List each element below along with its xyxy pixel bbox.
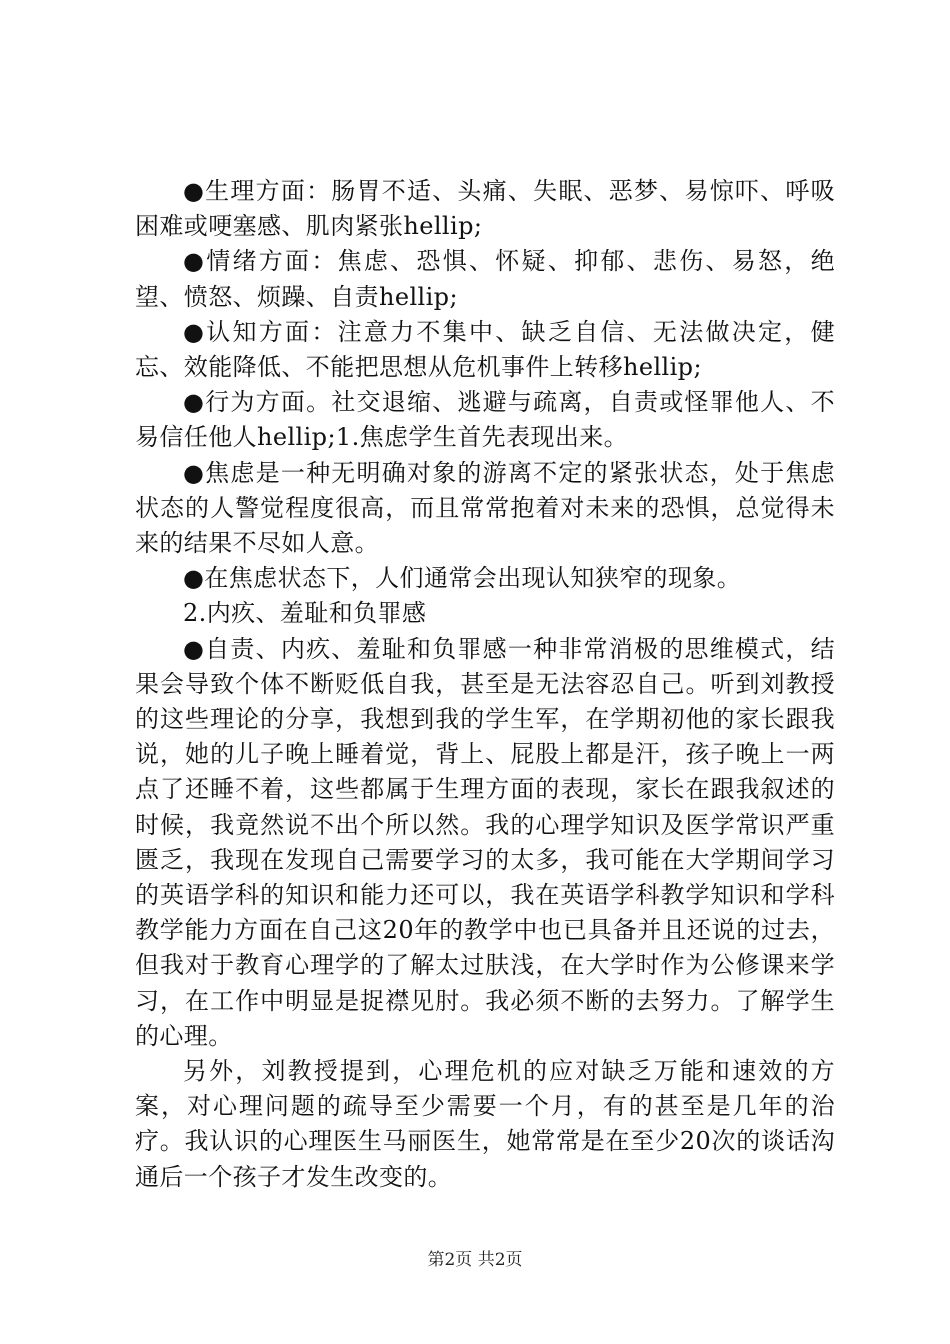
document-body bbox=[135, 174, 835, 1195]
paragraph-anxiety-cognition: ●在焦虑状态下，人们通常会出现认知狭窄的现象。 bbox=[183, 564, 742, 593]
section-heading-guilt: 2.内疚、羞耻和负罪感 bbox=[183, 599, 427, 628]
paragraph-anxiety-definition: ●焦虑是一种无明确对象的游离不定的紧张状态，处于焦虑状态的人警觉程度很高，而且常常抱着对未来的恐惧，总觉得未来的结果不尽如人意。 bbox=[135, 458, 835, 558]
paragraph-guilt-reflection: ●自责、内疚、羞耻和负罪感一种非常消极的思维模式，结果会导致个体不断贬低自我，甚至是无法容忍自己。听到刘教授的这些理论的分享，我想到我的学生军，在学期初他的家长跟我说，她的儿子晚上睡着觉，背上、屁股上都是汗，孩子晚上一两点了还睡不着，这些都属于生理方面的表现，家长在跟我叙述的时候，我竟然说不出个所以然。我的心理学知识及医学常识严重匮乏，我现在发现自己需要学习的太多，我可能在大学期间学习的英语学科的知识和能力还可以，我在英语学科教学知识和学科教学能力方面在自己这20年的教学中也已具备并且还说的过去，但我对于教育心理学的了解太过肤浅，在大学时作为公修课来学习，在工作中明显是捉襟见肘。我必须不断的去努力。了解学生的心理。 bbox=[135, 634, 835, 1050]
page-number-footer: 第2页 共2页 bbox=[427, 1250, 523, 1270]
paragraph-behavioral: ●行为方面。社交退缩、逃避与疏离，自责或怪罪他人、不易信任他人hellip;1.焦虑学生首先表现出来。 bbox=[135, 388, 835, 452]
paragraph-cognitive: ●认知方面：注意力不集中、缺乏自信、无法做决定，健忘、效能降低、不能把思想从危机事件上转移hellip; bbox=[135, 317, 835, 382]
paragraph-closing: 另外，刘教授提到，心理危机的应对缺乏万能和速效的方案，对心理问题的疏导至少需要一个月，有的甚至是几年的治疗。我认识的心理医生马丽医生，她常常是在至少20次的谈话沟通后一个孩子才发生改变的。 bbox=[135, 1057, 835, 1191]
paragraph-emotional: ●情绪方面：焦虑、恐惧、怀疑、抑郁、悲伤、易怒，绝望、愤怒、烦躁、自责hellip; bbox=[135, 247, 835, 311]
paragraph-physiological: ●生理方面：肠胃不适、头痛、失眠、恶梦、易惊吓、呼吸困难或哽塞感、肌肉紧张hellip; bbox=[135, 177, 835, 241]
